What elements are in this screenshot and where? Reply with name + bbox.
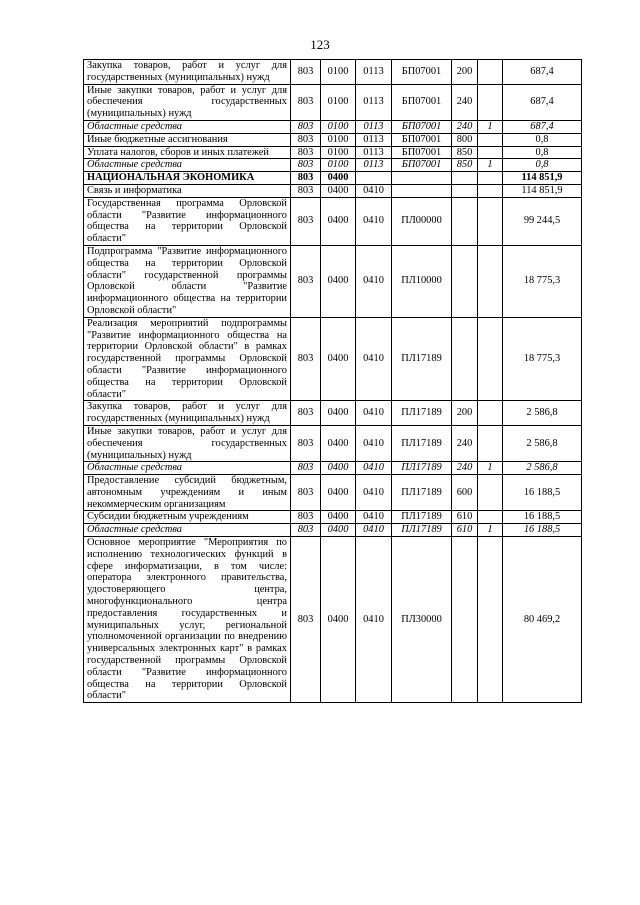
table-row <box>84 425 582 461</box>
subsection-code-cell: 0113 <box>356 60 392 85</box>
funding-source-cell <box>478 475 503 511</box>
row-name-cell: Подпрограмма "Развитие информационного общества на территории Орловской области" государственной программы Орловской области "Развитие информационного общества на территории Орловской области" <box>84 245 291 317</box>
row-name-cell: Закупка товаров, работ и услуг для государственных (муниципальных) нужд <box>84 401 291 426</box>
target-item-code-cell: ПЛ17189 <box>392 524 452 537</box>
funding-source-cell <box>478 511 503 524</box>
ministry-code-cell: 803 <box>291 245 321 317</box>
section-code-cell: 0400 <box>321 245 356 317</box>
section-code-cell: 0400 <box>321 197 356 245</box>
subsection-code-cell: 0410 <box>356 184 392 197</box>
ministry-code-cell: 803 <box>291 159 321 172</box>
ministry-code-cell: 803 <box>291 317 321 401</box>
subsection-code-cell: 0410 <box>356 511 392 524</box>
row-name-cell: Основное мероприятие "Мероприятия по исполнению технологических функций в сфере информатизации, в том числе: оператора электронного правительства, удостоверяющего центра, многофункционального центра предоставления государственных и муниципальных услуг, региональной уполномоченной организации по внедрению универсальных электронных карт" в рамках государственной программы Орловской области "Развитие информационного общества на территории Орловской области" <box>84 537 291 703</box>
expense-type-code-cell: 610 <box>452 511 478 524</box>
expense-type-code-cell: 200 <box>452 401 478 426</box>
target-item-code-cell: БП07001 <box>392 60 452 85</box>
expense-type-code-cell: 200 <box>452 60 478 85</box>
budget-table-body <box>84 60 582 703</box>
amount-cell: 114 851,9 <box>503 184 582 197</box>
table-row <box>84 84 582 120</box>
funding-source-cell: 1 <box>478 120 503 133</box>
ministry-code-cell: 803 <box>291 425 321 461</box>
table-row <box>84 184 582 197</box>
expense-type-code-cell <box>452 537 478 703</box>
subsection-code-cell: 0410 <box>356 462 392 475</box>
target-item-code-cell <box>392 172 452 185</box>
expense-type-code-cell: 240 <box>452 462 478 475</box>
expense-type-code-cell: 600 <box>452 475 478 511</box>
section-code-cell: 0400 <box>321 511 356 524</box>
target-item-code-cell: ПЛ17189 <box>392 511 452 524</box>
section-code-cell: 0100 <box>321 159 356 172</box>
subsection-code-cell: 0410 <box>356 245 392 317</box>
expense-type-code-cell: 610 <box>452 524 478 537</box>
table-row <box>84 537 582 703</box>
expense-type-code-cell: 240 <box>452 425 478 461</box>
row-name-cell: Связь и информатика <box>84 184 291 197</box>
section-code-cell: 0400 <box>321 401 356 426</box>
amount-cell: 687,4 <box>503 84 582 120</box>
amount-cell: 18 775,3 <box>503 317 582 401</box>
funding-source-cell <box>478 401 503 426</box>
subsection-code-cell: 0113 <box>356 120 392 133</box>
target-item-code-cell: БП07001 <box>392 133 452 146</box>
table-row <box>84 159 582 172</box>
amount-cell: 18 775,3 <box>503 245 582 317</box>
row-name-cell: Областные средства <box>84 462 291 475</box>
table-row <box>84 511 582 524</box>
amount-cell: 2 586,8 <box>503 401 582 426</box>
subsection-code-cell: 0113 <box>356 159 392 172</box>
target-item-code-cell: ПЛ17189 <box>392 401 452 426</box>
table-row <box>84 317 582 401</box>
target-item-code-cell: ПЛ10000 <box>392 245 452 317</box>
amount-cell: 16 188,5 <box>503 511 582 524</box>
funding-source-cell <box>478 197 503 245</box>
ministry-code-cell: 803 <box>291 475 321 511</box>
target-item-code-cell: БП07001 <box>392 146 452 159</box>
amount-cell: 687,4 <box>503 120 582 133</box>
subsection-code-cell: 0410 <box>356 524 392 537</box>
amount-cell: 80 469,2 <box>503 537 582 703</box>
ministry-code-cell: 803 <box>291 524 321 537</box>
row-name-cell: Реализация мероприятий подпрограммы "Развитие информационного общества на территории Орловской области" в рамках государственной программы Орловской области "Развитие информационного общества на территории Орловской области" <box>84 317 291 401</box>
target-item-code-cell: БП07001 <box>392 84 452 120</box>
funding-source-cell: 1 <box>478 462 503 475</box>
row-name-cell: Областные средства <box>84 120 291 133</box>
amount-cell: 114 851,9 <box>503 172 582 185</box>
row-name-cell: Иные закупки товаров, работ и услуг для обеспечения государственных (муниципальных) нужд <box>84 84 291 120</box>
funding-source-cell <box>478 133 503 146</box>
table-row <box>84 462 582 475</box>
funding-source-cell <box>478 84 503 120</box>
amount-cell: 0,8 <box>503 159 582 172</box>
amount-cell: 2 586,8 <box>503 462 582 475</box>
target-item-code-cell: ПЛ17189 <box>392 462 452 475</box>
amount-cell: 0,8 <box>503 133 582 146</box>
expense-type-code-cell <box>452 245 478 317</box>
section-code-cell: 0400 <box>321 524 356 537</box>
target-item-code-cell: БП07001 <box>392 159 452 172</box>
table-row <box>84 133 582 146</box>
subsection-code-cell: 0410 <box>356 317 392 401</box>
page-number: 123 <box>310 37 330 52</box>
amount-cell: 687,4 <box>503 60 582 85</box>
budget-table <box>83 59 582 703</box>
ministry-code-cell: 803 <box>291 184 321 197</box>
ministry-code-cell: 803 <box>291 537 321 703</box>
row-name-cell: Уплата налогов, сборов и иных платежей <box>84 146 291 159</box>
funding-source-cell: 1 <box>478 159 503 172</box>
expense-type-code-cell <box>452 172 478 185</box>
row-name-cell: Иные закупки товаров, работ и услуг для обеспечения государственных (муниципальных) нужд <box>84 425 291 461</box>
amount-cell: 0,8 <box>503 146 582 159</box>
table-row <box>84 401 582 426</box>
section-code-cell: 0400 <box>321 425 356 461</box>
target-item-code-cell: ПЛ17189 <box>392 475 452 511</box>
subsection-code-cell: 0410 <box>356 537 392 703</box>
expense-type-code-cell: 240 <box>452 120 478 133</box>
target-item-code-cell <box>392 184 452 197</box>
section-code-cell: 0400 <box>321 317 356 401</box>
target-item-code-cell: ПЛ17189 <box>392 425 452 461</box>
row-name-cell: Иные бюджетные ассигнования <box>84 133 291 146</box>
funding-source-cell <box>478 172 503 185</box>
table-row <box>84 172 582 185</box>
row-name-cell: Субсидии бюджетным учреждениям <box>84 511 291 524</box>
expense-type-code-cell: 850 <box>452 146 478 159</box>
funding-source-cell <box>478 425 503 461</box>
section-code-cell: 0100 <box>321 120 356 133</box>
row-name-cell: Государственная программа Орловской области "Развитие информационного общества на территории Орловской области" <box>84 197 291 245</box>
funding-source-cell <box>478 146 503 159</box>
expense-type-code-cell: 240 <box>452 84 478 120</box>
table-row <box>84 60 582 85</box>
target-item-code-cell: ПЛ30000 <box>392 537 452 703</box>
subsection-code-cell: 0410 <box>356 197 392 245</box>
amount-cell: 16 188,5 <box>503 475 582 511</box>
ministry-code-cell: 803 <box>291 60 321 85</box>
expense-type-code-cell: 850 <box>452 159 478 172</box>
funding-source-cell: 1 <box>478 524 503 537</box>
row-name-cell: Областные средства <box>84 524 291 537</box>
expense-type-code-cell <box>452 184 478 197</box>
funding-source-cell <box>478 317 503 401</box>
section-code-cell: 0100 <box>321 146 356 159</box>
ministry-code-cell: 803 <box>291 401 321 426</box>
subsection-code-cell: 0410 <box>356 425 392 461</box>
ministry-code-cell: 803 <box>291 462 321 475</box>
subsection-code-cell <box>356 172 392 185</box>
expense-type-code-cell <box>452 197 478 245</box>
expense-type-code-cell: 800 <box>452 133 478 146</box>
row-name-cell: Закупка товаров, работ и услуг для государственных (муниципальных) нужд <box>84 60 291 85</box>
row-name-cell: НАЦИОНАЛЬНАЯ ЭКОНОМИКА <box>84 172 291 185</box>
subsection-code-cell: 0113 <box>356 146 392 159</box>
subsection-code-cell: 0113 <box>356 84 392 120</box>
amount-cell: 2 586,8 <box>503 425 582 461</box>
table-row <box>84 245 582 317</box>
expense-type-code-cell <box>452 317 478 401</box>
section-code-cell: 0400 <box>321 537 356 703</box>
section-code-cell: 0100 <box>321 133 356 146</box>
section-code-cell: 0400 <box>321 475 356 511</box>
ministry-code-cell: 803 <box>291 146 321 159</box>
row-name-cell: Предоставление субсидий бюджетным, автономным учреждениям и иным некоммерческим организациям <box>84 475 291 511</box>
section-code-cell: 0400 <box>321 172 356 185</box>
table-row <box>84 475 582 511</box>
ministry-code-cell: 803 <box>291 197 321 245</box>
section-code-cell: 0400 <box>321 184 356 197</box>
amount-cell: 99 244,5 <box>503 197 582 245</box>
subsection-code-cell: 0410 <box>356 401 392 426</box>
table-row <box>84 146 582 159</box>
ministry-code-cell: 803 <box>291 133 321 146</box>
funding-source-cell <box>478 60 503 85</box>
ministry-code-cell: 803 <box>291 511 321 524</box>
row-name-cell: Областные средства <box>84 159 291 172</box>
section-code-cell: 0400 <box>321 462 356 475</box>
target-item-code-cell: ПЛ00000 <box>392 197 452 245</box>
funding-source-cell <box>478 537 503 703</box>
table-row <box>84 120 582 133</box>
section-code-cell: 0100 <box>321 84 356 120</box>
funding-source-cell <box>478 245 503 317</box>
section-code-cell: 0100 <box>321 60 356 85</box>
target-item-code-cell: БП07001 <box>392 120 452 133</box>
funding-source-cell <box>478 184 503 197</box>
target-item-code-cell: ПЛ17189 <box>392 317 452 401</box>
table-row <box>84 197 582 245</box>
subsection-code-cell: 0410 <box>356 475 392 511</box>
ministry-code-cell: 803 <box>291 172 321 185</box>
ministry-code-cell: 803 <box>291 84 321 120</box>
amount-cell: 16 188,5 <box>503 524 582 537</box>
ministry-code-cell: 803 <box>291 120 321 133</box>
subsection-code-cell: 0113 <box>356 133 392 146</box>
table-row <box>84 524 582 537</box>
